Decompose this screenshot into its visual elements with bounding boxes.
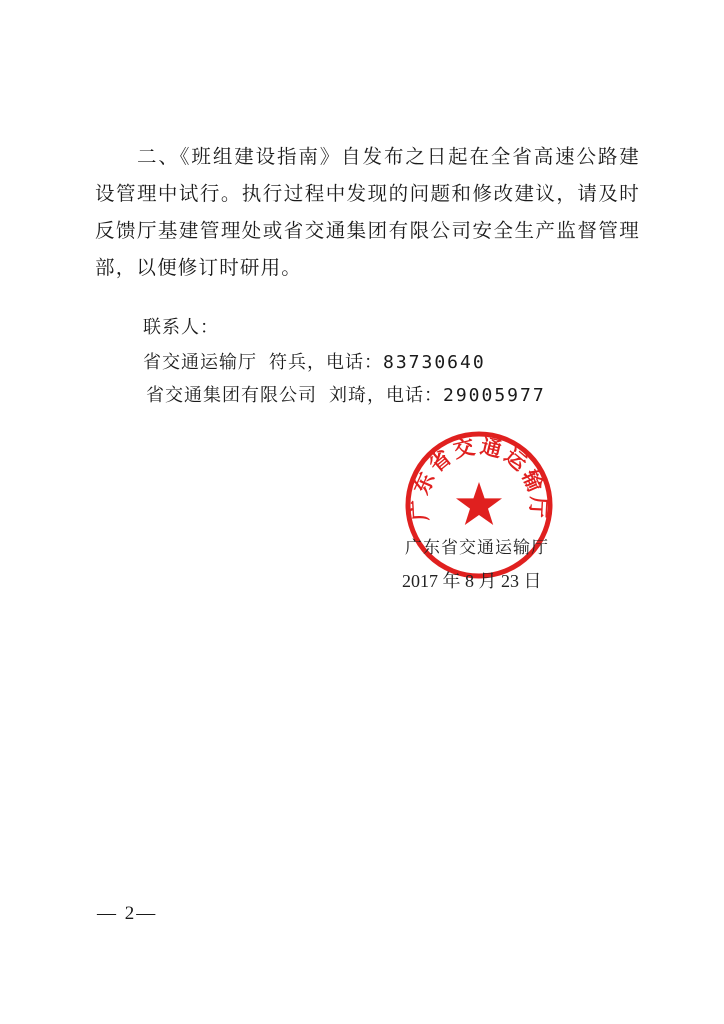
contact-org-1: 省交通运输厅 (143, 352, 257, 373)
contact-line-1 (143, 348, 486, 374)
page-number: — 2— (97, 903, 158, 924)
body-paragraph: 二、《班组建设指南》自发布之日起在全省高速公路建设管理中试行。执行过程中发现的问题和修改建议，请及时反馈厅基建管理处或省交通集团有限公司安全生产监督管理部，以便修订时研用。 (95, 145, 640, 279)
contact-person-2: 刘琦，电话： (329, 385, 443, 406)
contacts-label: 联系人： (143, 317, 219, 338)
contact-line-2 (146, 381, 546, 407)
seal-text: 广东省交通运输厅 (407, 433, 551, 522)
seal-star-icon (456, 482, 502, 525)
contact-org-2: 省交通集团有限公司 (146, 385, 317, 406)
contact-phone-2: 29005977 (443, 385, 546, 406)
contact-phone-1: 83730640 (383, 352, 486, 373)
signature-org: 广东省交通运输厅 (405, 538, 549, 558)
signature-date: 2017 年 8 月 23 日 (402, 571, 542, 591)
contact-person-1: 符兵，电话： (269, 352, 383, 373)
